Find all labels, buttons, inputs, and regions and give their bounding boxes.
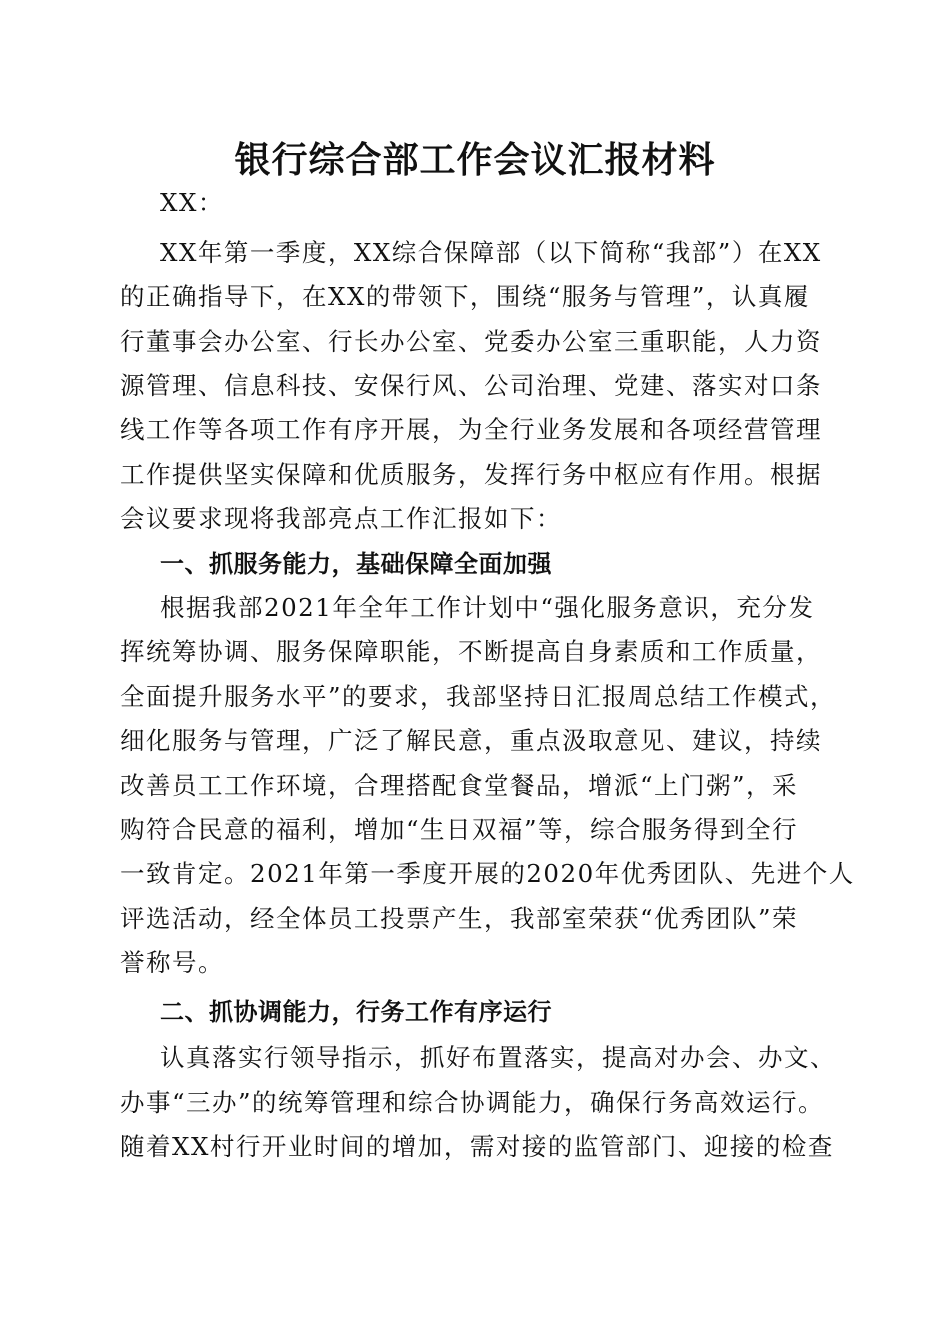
body-line: 随着XX村行开业时间的增加，需对接的监管部门、迎接的检查 — [120, 1132, 834, 1161]
body-line: 购符合民意的福利，增加“生日双福”等，综合服务得到全行 — [120, 815, 799, 844]
section-heading-1: 一、抓服务能力，基础保障全面加强 — [160, 550, 552, 578]
body-line: 细化服务与管理，广泛了解民意，重点汲取意见、建议，持续 — [120, 726, 822, 755]
intro-line: XX年第一季度，XX综合保障部（以下简称“我部”）在XX — [160, 238, 822, 267]
body-line: 全面提升服务水平”的要求，我部坚持日汇报周总结工作模式， — [120, 682, 837, 711]
document-title: 银行综合部工作会议汇报材料 — [234, 139, 716, 181]
body-line: 改善员工工作环境，合理搭配食堂餐品，增派“上门粥”，采 — [120, 771, 799, 800]
section-heading-2: 二、抓协调能力，行务工作有序运行 — [160, 998, 552, 1026]
body-line: 根据我部2021年全年工作计划中“强化服务意识，充分发 — [160, 593, 815, 622]
body-line: 认真落实行领导指示，抓好布置落实，提高对办会、办文、 — [160, 1043, 836, 1072]
intro-line: 的正确指导下，在XX的带领下，围绕“服务与管理”，认真履 — [120, 282, 810, 311]
intro-line: 线工作等各项工作有序开展，为全行业务发展和各项经营管理 — [120, 415, 822, 444]
body-line: 办事“三办”的统筹管理和综合协调能力，确保行务高效运行。 — [120, 1088, 825, 1117]
body-line: 挥统筹协调、服务保障职能，不断提高自身素质和工作质量， — [120, 637, 822, 666]
intro-line: 行董事会办公室、行长办公室、党委办公室三重职能，人力资 — [120, 327, 822, 356]
body-line: 誉称号。 — [120, 948, 224, 977]
intro-line: 工作提供坚实保障和优质服务，发挥行务中枢应有作用。根据 — [120, 460, 822, 489]
salutation: XX： — [160, 188, 224, 217]
intro-line: 会议要求现将我部亮点工作汇报如下： — [120, 504, 562, 533]
body-line: 评选活动，经全体员工投票产生，我部室荣获“优秀团队”荣 — [120, 904, 799, 933]
body-line: 一致肯定。2021年第一季度开展的2020年优秀团队、先进个人 — [120, 859, 855, 888]
intro-line: 源管理、信息科技、安保行风、公司治理、党建、落实对口条 — [120, 371, 822, 400]
